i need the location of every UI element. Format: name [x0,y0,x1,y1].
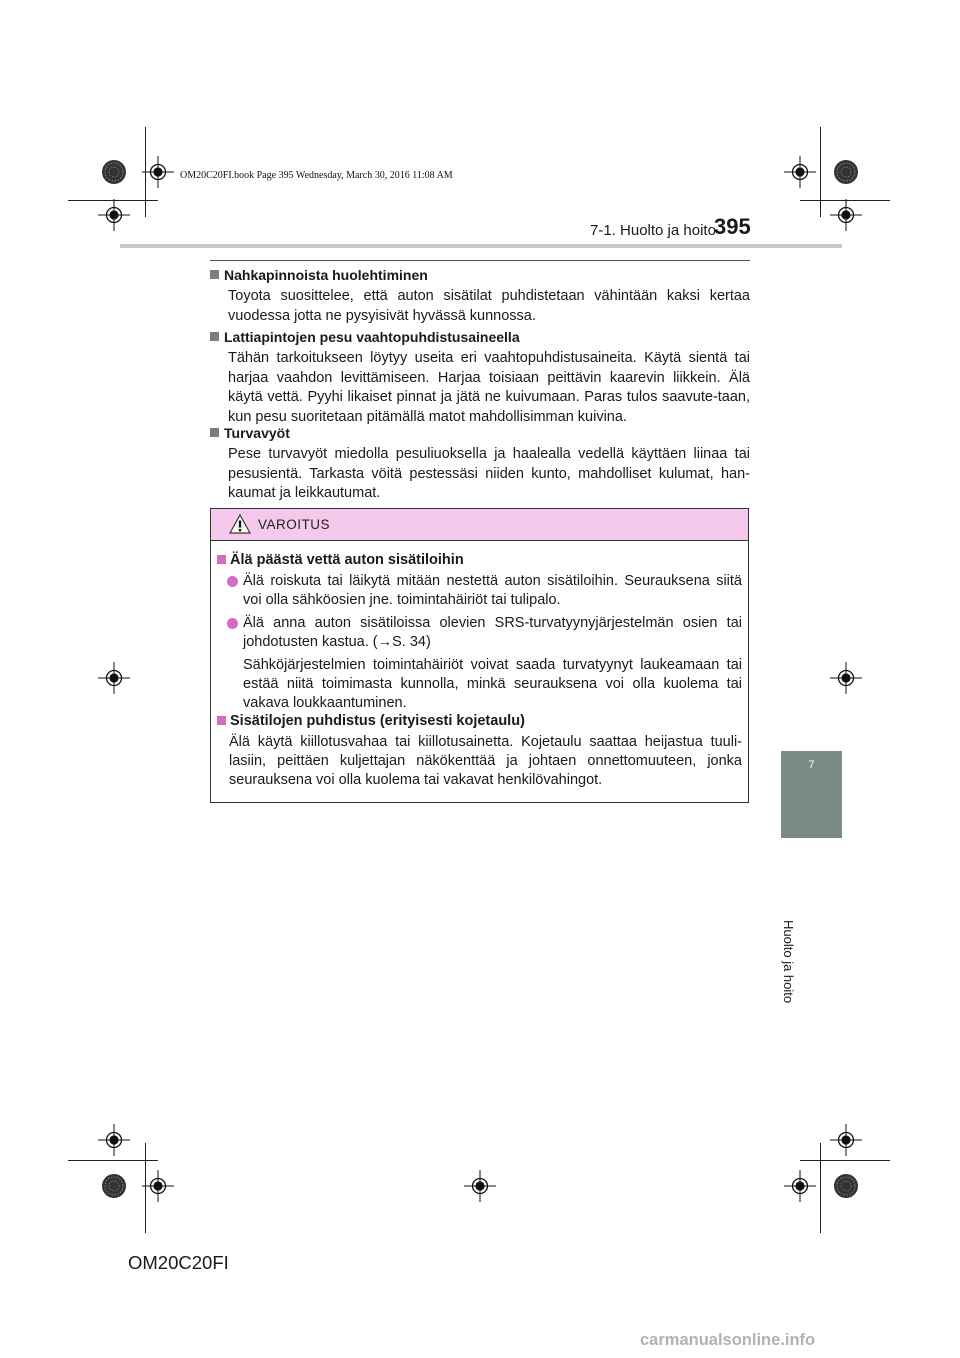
crosshair-icon [830,1124,862,1156]
crosshair-icon [784,156,816,188]
item-leather [210,266,750,326]
crosshair-icon [830,662,862,694]
item-body: Pese turvavyöt miedolla pesuliuoksella ja haalealla vedellä käyttäen liinaa tai pesusientä. Tarkasta vöitä pestessäsi niiden kunto, mahdolliset kulumat, han-kaumat ja leikkautumat. [228,446,750,501]
chapter-number: 7 [808,759,815,771]
warning-bullet-note: Sähköjärjestelmien toimintahäiriöt voivat saada turvatyynyt laukeamaan tai estää niitä toimimasta kunnolla, minkä seurauksena voi olla kuolema tai vakava loukkaantuminen. [243,657,742,711]
chapter-tab [781,751,842,838]
document-code: OM20C20FI [128,1252,229,1273]
square-bullet-icon [210,270,219,279]
registration-star-icon [834,1174,858,1198]
registration-star-icon [102,160,126,184]
warning-section-heading: Sisätilojen puhdistus (erityisesti kojetaulu) [230,713,525,729]
item-floor [210,328,750,427]
section-title: 7-1. Huolto ja hoito [590,222,716,239]
content-rule [210,260,750,261]
crosshair-icon [98,199,130,231]
registration-star-icon [834,160,858,184]
header-rule [120,244,842,248]
warning-bullet: Älä anna auton sisätiloissa olevien SRS-turvatyynyjärjestelmän osien tai johdotusten kastua. (→S. 34) [217,614,742,652]
crosshair-icon [142,156,174,188]
book-info: OM20C20FI.book Page 395 Wednesday, March 30, 2016 11:08 AM [180,170,453,181]
item-heading: Lattiapintojen pesu vaahtopuhdistusaineella [224,329,520,345]
round-bullet-icon [227,618,238,629]
item-body: Toyota suosittelee, että auton sisätilat puhdistetaan vähintään kaksi kertaa vuodessa jotta ne pysyisivät hyvässä kunnossa. [228,288,750,324]
square-bullet-icon [217,555,226,564]
crosshair-icon [784,1170,816,1202]
crosshair-icon [98,1124,130,1156]
item-heading: Nahkapinnoista huolehtiminen [224,267,428,283]
warning-title: VAROITUS [258,517,331,532]
warning-section-heading: Älä päästä vettä auton sisätiloihin [230,552,464,568]
item-seatbelts [210,424,750,504]
warning-section-dashboard [217,712,742,790]
item-heading: Turvavyöt [224,425,290,441]
square-bullet-icon [210,332,219,341]
warning-bullet: Älä roiskuta tai läikytä mitään nestettä auton sisätiloihin. Seurauksena siitä voi olla sähköosien jne. toimintahäiriöt tai tulipalo. [217,572,742,610]
warning-section-water [217,551,742,713]
square-bullet-icon [210,428,219,437]
crosshair-icon [98,662,130,694]
square-bullet-icon [217,716,226,725]
watermark: carmanualsonline.info [640,1331,816,1349]
crosshair-icon [142,1170,174,1202]
crosshair-icon [830,199,862,231]
page-number: 395 [714,214,751,239]
item-body: Tähän tarkoitukseen löytyy useita eri vaahtopuhdistusaineita. Käytä sientä tai harjaa vaahdon levittämiseen. Harjaa toisiaan peittävin kaarevin liikkein. Älä käytä vettä. Pyyhi likaiset pinnat ja jätä ne kuivumaan. Paras tulos saavute-taan, kun pesu suoritetaan pitämällä matot mahdollisimman kuivina. [228,350,750,425]
round-bullet-icon [227,576,238,587]
warning-box [210,508,749,803]
warning-triangle-icon [229,514,251,534]
warning-section-body: Älä käytä kiillotusvahaa tai kiillotusainetta. Kojetaulu saattaa heijastua tuuli-lasiin, peittäen kuljettajan näkökenttää ja johtaen onnettomuuteen, jonka seurauksena voi olla kuolema tai vakavat henkilövahingot. [229,734,742,788]
registration-star-icon [102,1174,126,1198]
crosshair-icon [464,1170,496,1202]
chapter-title-vertical: Huolto ja hoito [781,920,796,1004]
warning-header [211,509,748,541]
